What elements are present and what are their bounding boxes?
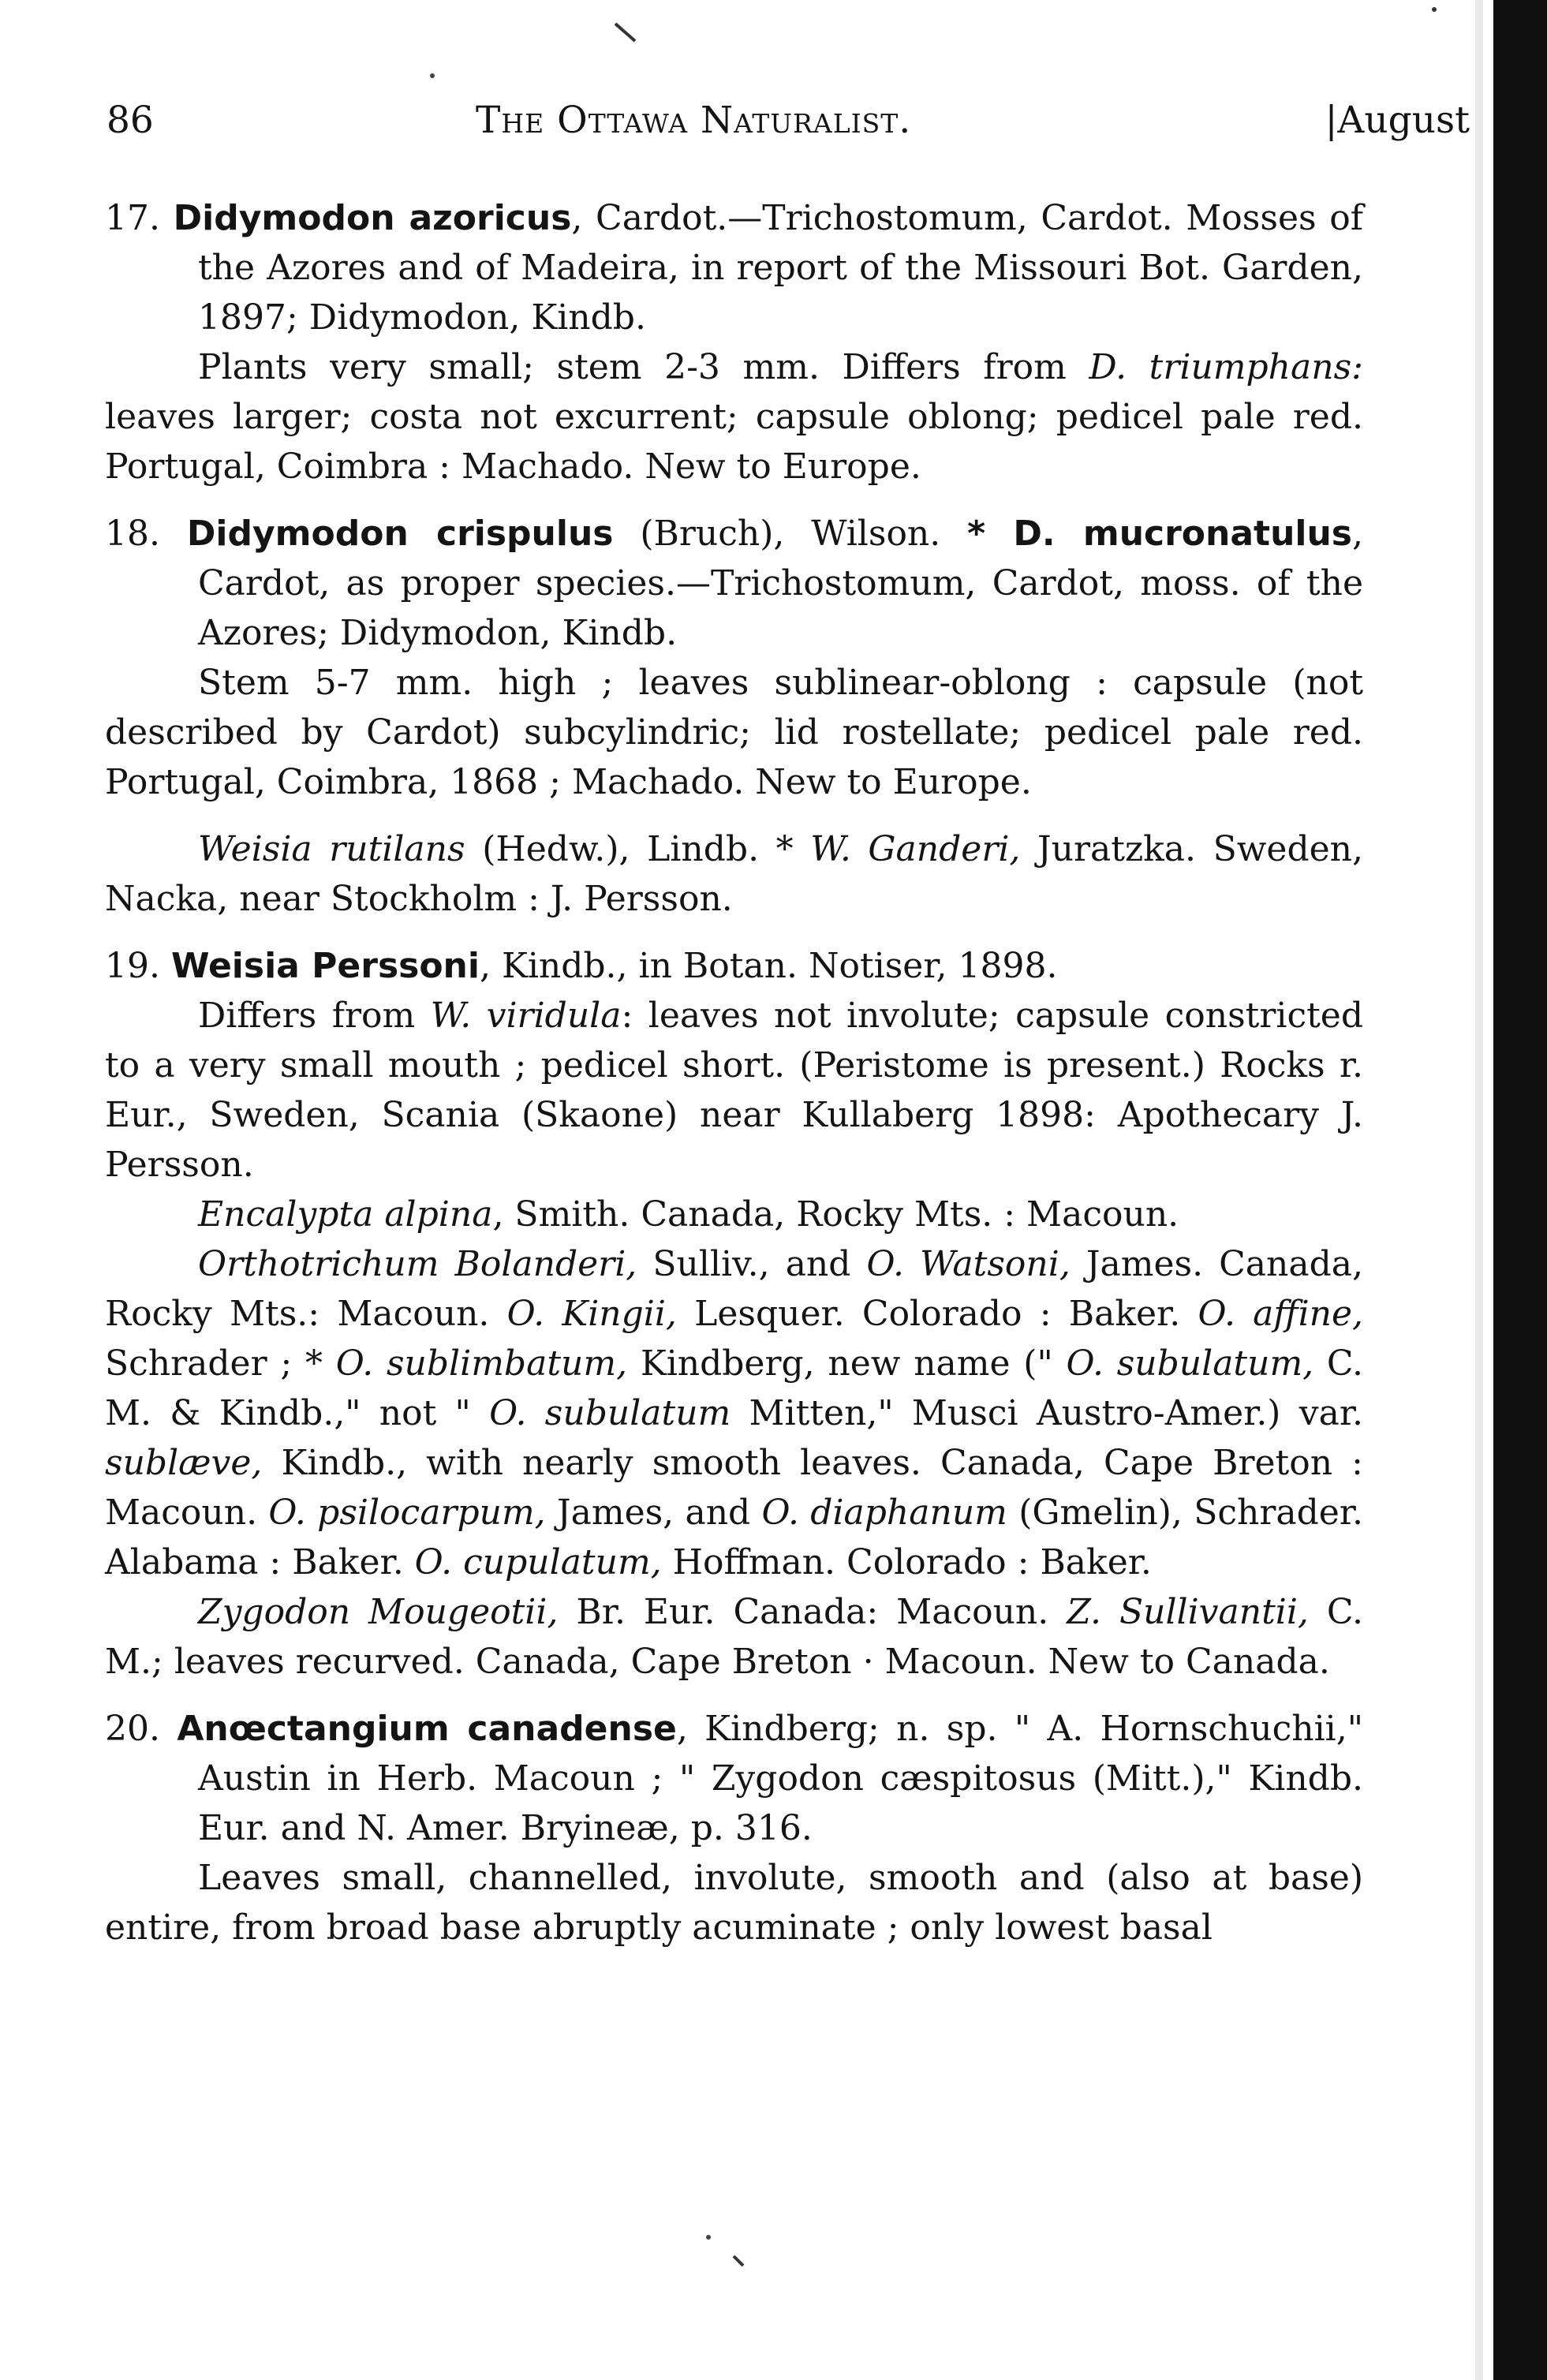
entry-number: 20. [105,1709,160,1749]
italic-taxon: Encalypta alpina [198,1194,493,1235]
italic-taxon: O. subulatum, [1066,1343,1314,1384]
synonym-name: * D. mucronatulus [967,514,1352,554]
italic-taxon: D. triumphans: [1089,347,1363,387]
entry-number: 19. [105,946,160,986]
orthotrichum-entry [105,1239,1363,1587]
description-text: leaves larger; costa not excurrent; capsule oblong; pedicel pale red. Portugal, Coimbra : Machado. New to Europe. [105,397,1363,487]
entry-text: * [775,829,811,869]
entry-text: Mitten," Musci Austro-Amer.) var. [731,1393,1364,1433]
entry-text: James. Canada, Rocky Mts.: Macoun. [105,1244,1363,1334]
entry-text: Kindb., with nearly smooth leaves. Canada, Cape Breton : Macoun. [105,1443,1363,1533]
entry-text: , Cardot, as proper species.—Trichostomum, Cardot, moss. of the Azores; Didymodon, Kindb. [198,514,1363,653]
entry-20-description: Leaves small, channelled, involute, smooth and (also at base) entire, from broad base abruptly acuminate ; only lowest basal [105,1858,1363,1948]
entry-17-description [105,342,1363,491]
description-text: Differs from [198,996,431,1036]
entry-text: C. M.; leaves recurved. Canada, Cape Breton · Macoun. New to Canada. [105,1592,1363,1682]
species-name: Didymodon crispulus [186,514,614,554]
species-name: Weisia Perssoni [170,946,480,986]
italic-taxon: sublæve, [105,1443,263,1483]
italic-taxon: Orthotrichum Bolanderi, [198,1244,637,1284]
entry-text: James, and [545,1493,762,1533]
page-number: 86 [106,99,154,142]
entry-text: (Bruch), Wilson. [613,514,968,554]
entry-number: 17. [105,198,160,238]
issue-month: |August [1325,99,1470,142]
italic-taxon: W. Ganderi, [810,829,1021,869]
italic-taxon: O. diaphanum [761,1493,1007,1533]
running-header [106,99,1470,154]
encalypta-entry [105,1190,1363,1239]
species-name: Didymodon azoricus [173,198,572,238]
entry-17-heading [105,193,1363,342]
italic-taxon: O. Kingii, [506,1294,677,1334]
italic-taxon: Weisia rutilans [198,829,465,869]
italic-taxon: O. cupulatum, [414,1542,662,1582]
journal-title: The Ottawa Naturalist. [476,99,912,142]
entry-18-description: Stem 5-7 mm. high ; leaves sublinear-oblong : capsule (not described by Cardot) subcylindric; lid rostellate; pedicel pale red. Portugal, Coimbra, 1868 ; Machado. New to Europe. [105,663,1363,802]
entry-text: , Kindberg; n. sp. " A. Hornschuchii," Austin in Herb. Macoun ; " Zygodon cæspitosus (Mitt.)," Kindb. Eur. and N. Amer. Bryineæ, p. 316. [198,1709,1363,1848]
entry-text: , Kindb., in Botan. Notiser, 1898. [479,946,1058,986]
italic-taxon: W. viridula [430,996,622,1036]
species-name: Anœctangium canadense [177,1709,677,1749]
entry-text: Juratzka. Sweden, Nacka, near Stockholm : J. Persson. [105,829,1363,919]
scan-binding-bar [1493,0,1547,2380]
entry-18-heading [105,509,1363,658]
italic-taxon: Zygodon Mougeotii, [198,1592,559,1632]
description-text: : leaves not involute; capsule constricted to a very small mouth ; pedicel short. (Peristome is present.) Rocks r. Eur., Sweden, Scania (Skaone) near Kullaberg 1898: Apothecary J. Persson. [105,996,1363,1185]
entry-text: Lesquer. Colorado : Baker. [676,1294,1198,1334]
page-body [105,193,1363,1952]
entry-text: , Cardot.—Trichostomum, Cardot. [571,198,1173,238]
entry-text: (Gmelin), Schrader. Alabama : Baker. [105,1493,1363,1582]
zygodon-entry [105,1587,1363,1687]
italic-taxon: O. sublimbatum, [335,1343,628,1384]
italic-taxon: Z. Sullivantii, [1067,1592,1309,1632]
entry-text: Sulliv., and [637,1244,867,1284]
italic-taxon: O. subulatum [489,1393,731,1433]
entry-text: Kindberg, new name (" [627,1343,1067,1384]
entry-number: 18. [105,514,160,554]
entry-text: C. M. & Kindb.," not " [105,1343,1364,1433]
italic-taxon: O. affine, [1198,1294,1364,1334]
entry-text: Br. Eur. Canada: Macoun. [558,1592,1067,1632]
description-text: Plants very small; stem 2-3 mm. Differs from [198,347,1089,387]
entry-text: Mosses of the Azores and of Madeira, in report of the Missouri Bot. Garden, 1897; Didymodon, Kindb. [198,198,1363,338]
entry-text: Schrader ; * [105,1343,336,1384]
entry-19-description [105,991,1363,1190]
entry-text: , Smith. Canada, Rocky Mts. : Macoun. [492,1194,1179,1235]
italic-taxon: O. psilocarpum, [268,1493,546,1533]
weisia-rutilans-entry [105,824,1363,924]
page-edge-shadow [1475,0,1483,2380]
entry-text: Hoffman. Colorado : Baker. [661,1542,1152,1582]
entry-text: (Hedw.), Lindb. [465,829,776,869]
italic-taxon: O. Watsoni, [866,1244,1071,1284]
entry-19-heading [105,941,1363,991]
entry-20-heading [105,1704,1363,1853]
